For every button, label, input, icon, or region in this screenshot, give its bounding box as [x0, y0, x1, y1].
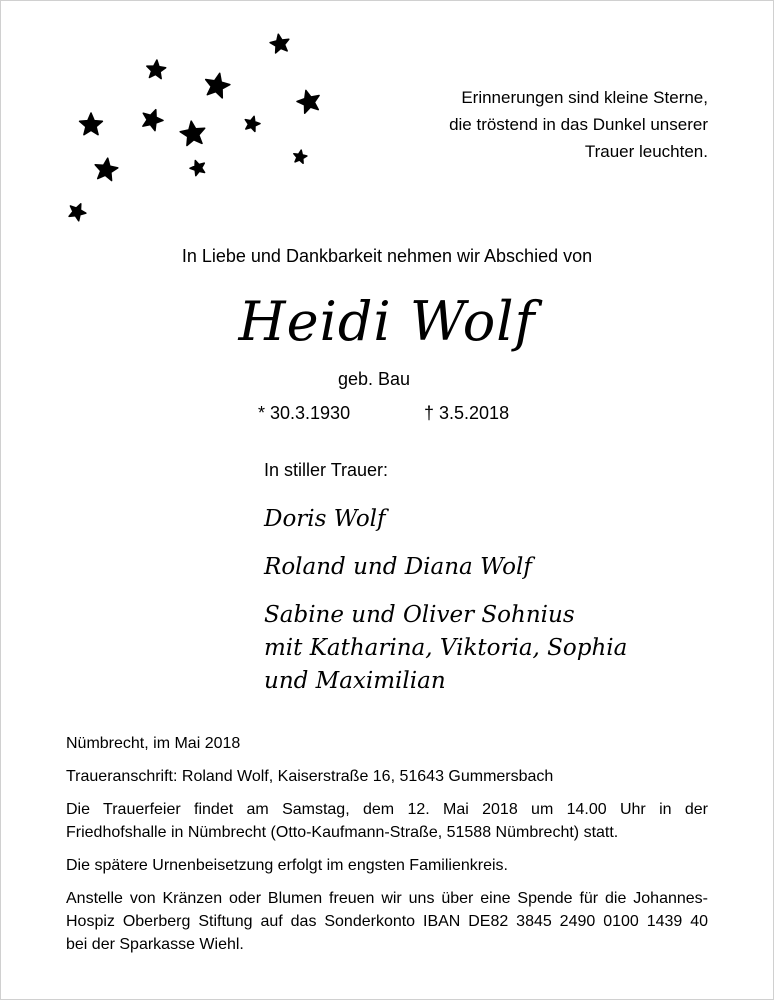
star-icon: [80, 113, 103, 135]
star-icon: [190, 161, 205, 176]
donation-line: Anstelle von Kränzen oder Blumen freuen wir uns über eine Spende für die Johannes-: [66, 890, 708, 907]
burial-info: Die spätere Urnenbeisetzung erfolgt im engsten Familienkreis.: [66, 857, 508, 874]
born-name: geb. Bau: [338, 369, 411, 389]
mourners-list: [264, 503, 627, 713]
deceased-name: Heidi Wolf: [238, 290, 536, 353]
quote: [378, 84, 708, 165]
stars-decoration: [0, 0, 360, 240]
mourner-line: mit Katharina, Viktoria, Sophia: [264, 635, 628, 661]
star-icon: [147, 60, 166, 79]
ceremony-line: Die Trauerfeier findet am Samstag, dem 12. Mai 2018 um 14.00 Uhr in der: [66, 801, 708, 818]
star-icon: [95, 158, 118, 181]
mourner-group: [264, 551, 627, 584]
mourners-label: In stiller Trauer:: [264, 460, 389, 480]
donation-line: Hospiz Oberberg Stiftung auf das Sonderkonto IBAN DE82 3845 2490 0100 1439 40: [66, 913, 708, 930]
mourner-group: [264, 503, 627, 536]
place-date: Nümbrecht, im Mai 2018: [66, 735, 241, 752]
star-icon: [294, 150, 307, 163]
intro-text: In Liebe und Dankbarkeit nehmen wir Abschied von: [181, 246, 593, 266]
star-icon: [297, 90, 319, 113]
birth-date: * 30.3.1930: [258, 403, 351, 423]
quote-line: Erinnerungen sind kleine Sterne,: [461, 88, 708, 107]
ceremony-line: Friedhofshalle in Nümbrecht (Otto-Kaufmann-Straße, 51588 Nümbrecht) statt.: [66, 824, 619, 841]
mourner-line: und Maximilian: [264, 668, 446, 694]
mourner-line: Doris Wolf: [264, 506, 386, 532]
donation-line: bei der Sparkasse Wiehl.: [66, 936, 244, 953]
star-icon: [180, 121, 205, 145]
star-icon: [245, 116, 260, 131]
quote-line: Trauer leuchten.: [584, 142, 708, 161]
ceremony-info: [66, 798, 708, 844]
mourner-group: [264, 599, 627, 698]
donation-info: [66, 887, 708, 956]
star-icon: [69, 204, 86, 221]
death-date: † 3.5.2018: [424, 403, 510, 423]
mourner-line: Roland und Diana Wolf: [264, 554, 532, 580]
notes-section: [66, 732, 708, 966]
star-icon: [270, 34, 289, 53]
mourner-line: Sabine und Oliver Sohnius: [264, 602, 575, 628]
star-icon: [206, 73, 230, 98]
star-icon: [143, 110, 163, 131]
quote-line: die tröstend in das Dunkel unserer: [449, 115, 708, 134]
mourning-address: Traueranschrift: Roland Wolf, Kaiserstraße 16, 51643 Gummersbach: [66, 768, 554, 785]
